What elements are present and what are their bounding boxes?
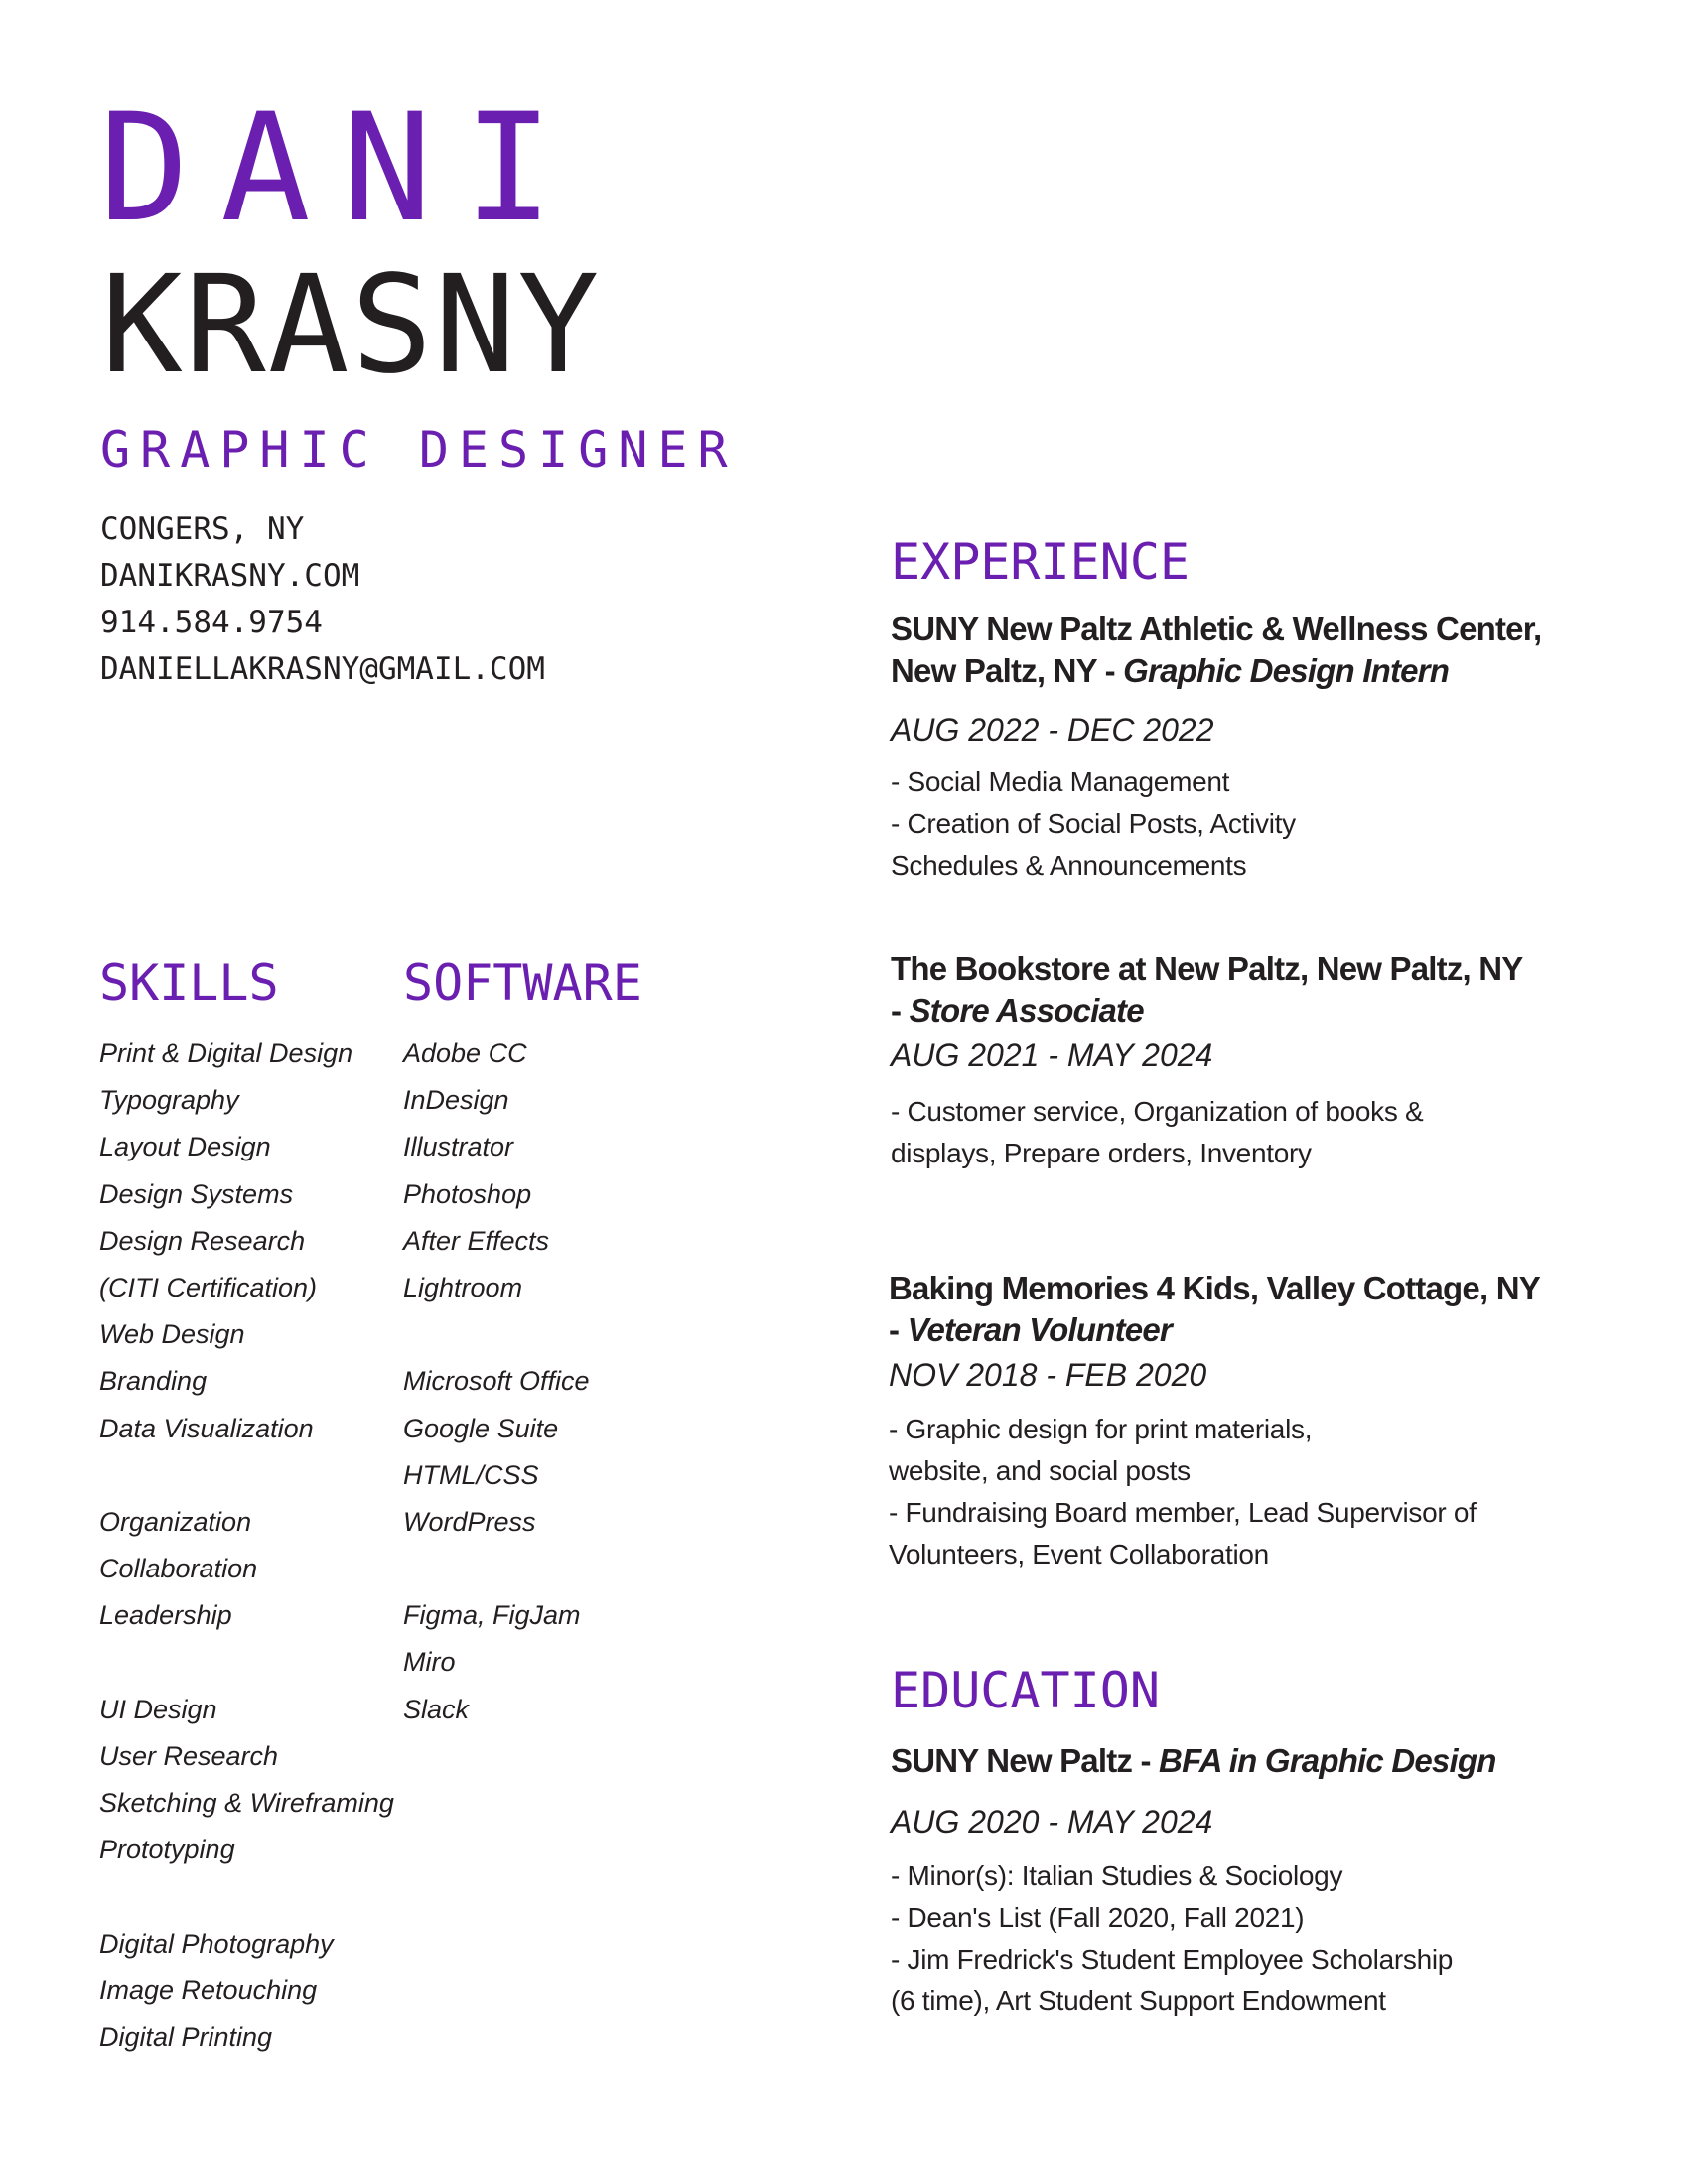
skill-spacer (99, 1639, 394, 1686)
experience-description (891, 761, 1541, 887)
experience-desc-line: displays, Prepare orders, Inventory (891, 1138, 1312, 1168)
skill-spacer (99, 1452, 394, 1499)
education-description (891, 1855, 1496, 2022)
experience-dates: AUG 2021 - MAY 2024 (891, 1037, 1213, 1073)
software-item: HTML/CSS (403, 1459, 539, 1490)
contact-email[interactable]: DANIELLAKRASNY@GMAIL.COM (100, 651, 545, 687)
education-desc-line: - Dean's List (Fall 2020, Fall 2021) (891, 1902, 1305, 1933)
experience-org (889, 1268, 1540, 1351)
software-heading: SOFTWARE (403, 954, 642, 1012)
experience-description (889, 1409, 1540, 1575)
experience-org (891, 948, 1523, 1031)
experience-description (891, 1091, 1523, 1174)
skill-item: Design Systems (99, 1178, 294, 1209)
software-item: Photoshop (403, 1178, 532, 1209)
experience-org-line1: Baking Memories 4 Kids, Valley Cottage, NY (889, 1270, 1540, 1306)
education-heading: EDUCATION (891, 1662, 1160, 1719)
software-spacer (403, 1311, 590, 1358)
skill-item: Organization (99, 1506, 252, 1537)
skill-item: Layout Design (99, 1132, 271, 1162)
experience-desc-line: - Social Media Management (891, 766, 1230, 797)
experience-org (891, 609, 1541, 692)
skill-item: Design Research (99, 1225, 306, 1256)
education-school (891, 1740, 1496, 1782)
skill-item: UI Design (99, 1694, 217, 1724)
software-item: Miro (403, 1647, 456, 1678)
experience-dates: NOV 2018 - FEB 2020 (889, 1357, 1207, 1393)
experience-desc-line: - Creation of Social Posts, Activity (891, 808, 1296, 839)
skill-item: Typography (99, 1085, 239, 1116)
skill-spacer (99, 1873, 394, 1920)
software-item: Lightroom (403, 1272, 523, 1302)
experience-org-line1: SUNY New Paltz Athletic & Wellness Center, (891, 611, 1542, 647)
experience-location: New Paltz, NY - (891, 652, 1124, 689)
experience-entry-athletic-center (891, 609, 1541, 887)
experience-entry-bookstore (891, 948, 1523, 1174)
education-dates: AUG 2020 - MAY 2024 (891, 1804, 1213, 1840)
skills-heading: SKILLS (99, 954, 279, 1012)
skill-item: Collaboration (99, 1554, 258, 1584)
education-desc-line: (6 time), Art Student Support Endowment (891, 1985, 1386, 2016)
experience-entry-baking-memories (889, 1268, 1540, 1575)
skill-item: Branding (99, 1366, 208, 1397)
software-item: Google Suite (403, 1413, 559, 1443)
skill-item: Print & Digital Design (99, 1038, 353, 1068)
skill-item: Leadership (99, 1600, 232, 1631)
skill-item: Prototyping (99, 1835, 235, 1865)
experience-dash: - (891, 992, 910, 1028)
education-school-name: SUNY New Paltz - (891, 1742, 1160, 1779)
experience-dates: AUG 2022 - DEC 2022 (891, 712, 1214, 748)
software-spacer (403, 1546, 590, 1592)
experience-desc-line: - Customer service, Organization of books & (891, 1096, 1424, 1127)
software-item: After Effects (403, 1225, 550, 1256)
education-desc-line: - Jim Fredrick's Student Employee Scholarship (891, 1944, 1454, 1975)
experience-role: Veteran Volunteer (907, 1311, 1172, 1348)
skill-item: (CITI Certification) (99, 1272, 318, 1302)
skill-item: User Research (99, 1740, 279, 1771)
experience-org-line2 (889, 1309, 1540, 1351)
software-item: Microsoft Office (403, 1366, 590, 1397)
skill-item: Digital Photography (99, 1928, 334, 1959)
experience-org-line2 (891, 650, 1541, 692)
software-item: Illustrator (403, 1132, 514, 1162)
education-desc-line: - Minor(s): Italian Studies & Sociology (891, 1860, 1343, 1891)
experience-dash: - (889, 1311, 908, 1348)
software-item: WordPress (403, 1506, 536, 1537)
experience-desc-line: - Fundraising Board member, Lead Supervisor of (889, 1497, 1477, 1528)
skill-item: Image Retouching (99, 1975, 318, 2005)
contact-info (100, 506, 545, 693)
experience-org-line1: The Bookstore at New Paltz, New Paltz, NY (891, 950, 1523, 987)
skill-item: Web Design (99, 1319, 245, 1350)
software-item: Adobe CC (403, 1038, 527, 1068)
education-school-line (891, 1740, 1496, 1782)
contact-phone[interactable]: 914.584.9754 (100, 605, 323, 640)
skill-item: Digital Printing (99, 2021, 273, 2052)
job-title: GRAPHIC DESIGNER (100, 421, 738, 478)
first-name: DANI (99, 82, 586, 255)
experience-desc-line: - Graphic design for print materials, (889, 1414, 1313, 1444)
experience-desc-line: website, and social posts (889, 1455, 1191, 1486)
contact-website[interactable]: DANIKRASNY.COM (100, 558, 360, 594)
last-name: KRASNY (101, 247, 602, 404)
software-item: InDesign (403, 1085, 509, 1116)
experience-role: Store Associate (909, 992, 1144, 1028)
experience-heading: EXPERIENCE (891, 533, 1191, 591)
skill-item: Data Visualization (99, 1413, 314, 1443)
experience-role: Graphic Design Intern (1123, 652, 1450, 689)
software-item: Slack (403, 1694, 470, 1724)
experience-desc-line: Schedules & Announcements (891, 850, 1247, 881)
software-item: Figma, FigJam (403, 1600, 581, 1631)
education-entry-suny (891, 1740, 1496, 2022)
experience-desc-line: Volunteers, Event Collaboration (889, 1539, 1269, 1570)
skills-list (99, 1030, 394, 2061)
skill-item: Sketching & Wireframing (99, 1788, 394, 1818)
education-degree: BFA in Graphic Design (1159, 1742, 1496, 1779)
experience-org-line2 (891, 990, 1523, 1031)
software-list (403, 1030, 590, 1733)
contact-location: CONGERS, NY (100, 511, 305, 547)
